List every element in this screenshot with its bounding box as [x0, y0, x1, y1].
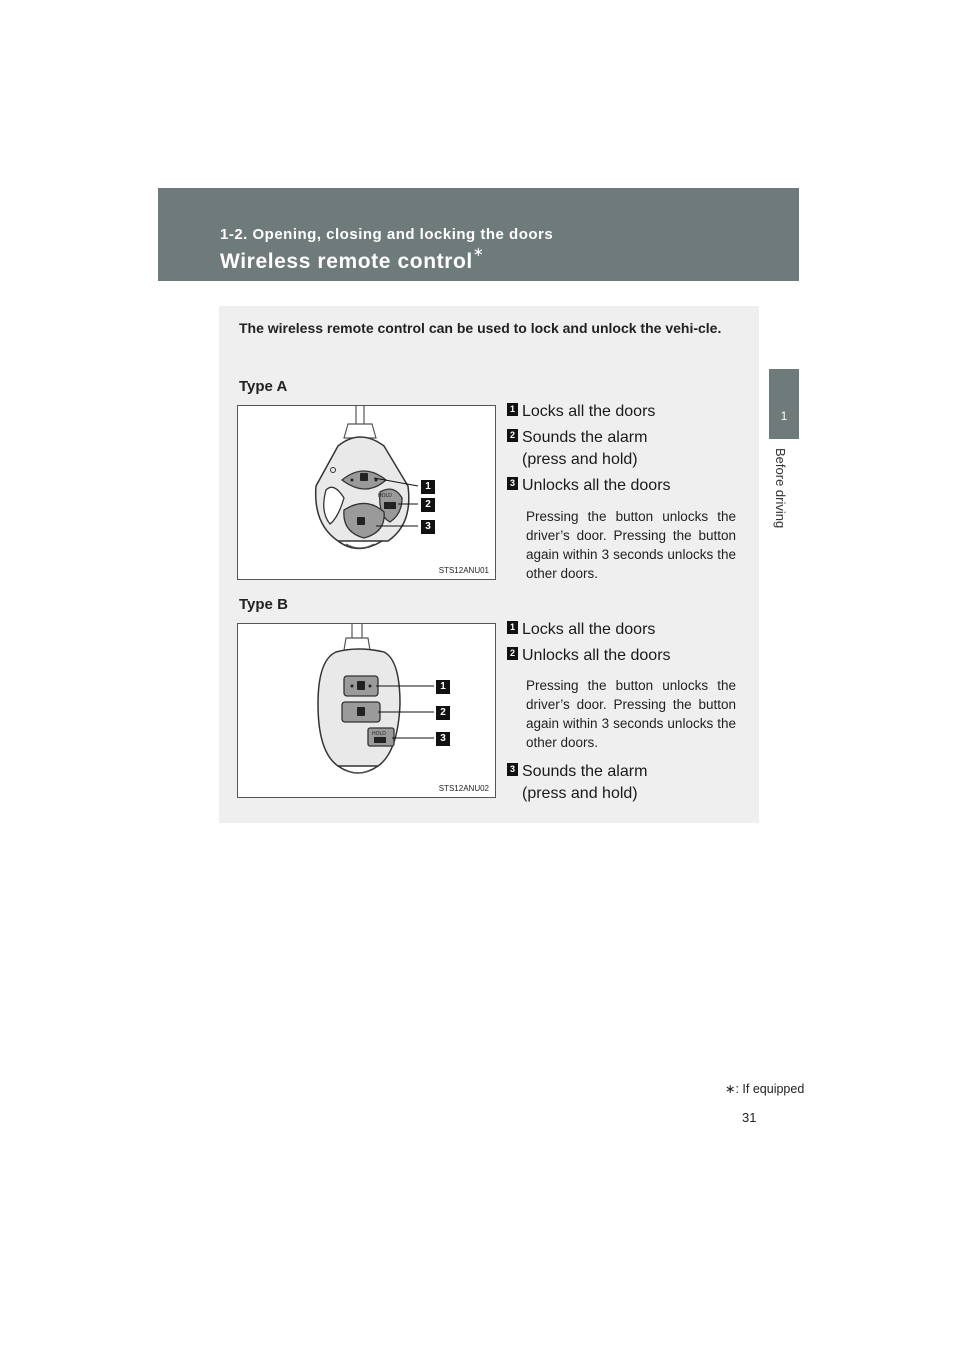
figure-code: STS12ANU01: [438, 566, 489, 575]
chapter-label-text: Before driving: [773, 448, 788, 529]
type-a-item-2: [507, 427, 647, 471]
item-number: 1: [507, 621, 518, 634]
svg-text:HOLD: HOLD: [378, 493, 392, 499]
section-label: 1-2. Opening, closing and locking the doors: [220, 226, 554, 243]
type-a-note: Pressing the button unlocks the driver’s door. Pressing the button again within 3 seconds unlocks the other doors.: [526, 509, 736, 581]
callout-2: 2: [436, 706, 450, 720]
callout-1: 1: [436, 680, 450, 694]
page-number: 31: [742, 1110, 757, 1125]
type-b-note: Pressing the button unlocks the driver’s door. Pressing the button again within 3 seconds unlocks the other doors.: [526, 678, 736, 750]
section-header: [158, 188, 799, 281]
type-a-item-3: [507, 475, 671, 497]
type-b-heading: Type B: [239, 596, 288, 613]
item-number: 3: [507, 477, 518, 490]
chapter-tab: [769, 369, 799, 439]
item-text: Sounds the alarm: [522, 429, 648, 446]
item-text: Locks all the doors: [522, 403, 656, 420]
key-fob-type-a-illustration: [238, 406, 495, 579]
chapter-label: [773, 448, 793, 548]
key-fob-type-b-illustration: [238, 624, 495, 797]
intro-text: The wireless remote control can be used to lock and unlock the vehi-cle.: [239, 320, 722, 336]
type-b-figure: [237, 623, 496, 798]
footnote: [725, 1081, 804, 1096]
callout-1: 1: [421, 480, 435, 494]
item-subtext: (press and hold): [522, 451, 638, 468]
item-subtext: (press and hold): [522, 785, 638, 802]
chapter-number: 1: [780, 409, 788, 423]
item-number: 2: [507, 647, 518, 660]
figure-code: STS12ANU02: [438, 784, 489, 793]
type-a-item-1: [507, 401, 655, 423]
item-number: 3: [507, 763, 518, 776]
svg-text:HOLD: HOLD: [372, 731, 386, 737]
callout-3: 3: [436, 732, 450, 746]
item-text: Sounds the alarm: [522, 763, 648, 780]
type-b-item-1: [507, 619, 655, 641]
callout-2: 2: [421, 498, 435, 512]
type-a-figure: [237, 405, 496, 580]
type-b-item-3: [507, 761, 647, 805]
item-text: Locks all the doors: [522, 621, 656, 638]
page-title: [220, 244, 485, 274]
page-title-text: Wireless remote control: [220, 250, 473, 273]
callout-3: 3: [421, 520, 435, 534]
item-number: 1: [507, 403, 518, 416]
item-number: 2: [507, 429, 518, 442]
footnote-text: : If equipped: [735, 1082, 805, 1096]
content-panel: [219, 306, 759, 823]
footnote-mark: ∗: [725, 1082, 736, 1096]
type-a-heading: Type A: [239, 378, 288, 395]
item-text: Unlocks all the doors: [522, 647, 671, 664]
type-b-item-2: [507, 645, 671, 667]
item-text: Unlocks all the doors: [522, 477, 671, 494]
if-equipped-mark: ∗: [472, 244, 485, 259]
